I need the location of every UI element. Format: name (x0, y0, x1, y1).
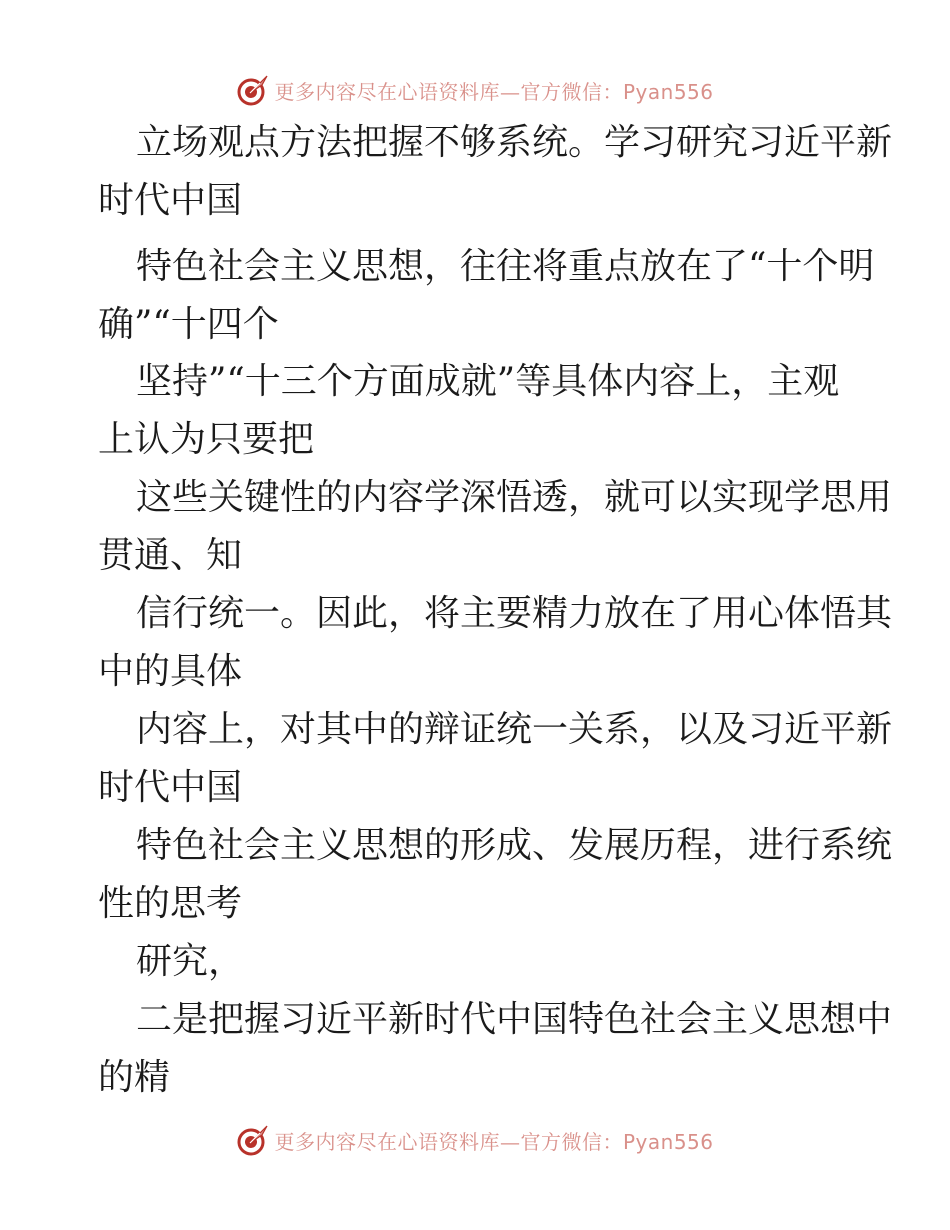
text-line: 贯通、知 (98, 535, 243, 576)
text-line: 的精 (98, 1057, 171, 1098)
text-line: 内容上，对其中的辩证统一关系，以及习近平新 (136, 709, 893, 750)
text-line: 立场观点方法把握不够系统。学习研究习近平新 (136, 122, 893, 163)
banner-wechat-id: Pyan556 (622, 1129, 714, 1154)
text-line: 时代中国 (98, 180, 243, 221)
text-line: 上认为只要把 (98, 419, 315, 460)
header-banner (0, 70, 950, 110)
text-line: 性的思考 (98, 883, 243, 924)
text-line: 确”“十四个 (98, 304, 279, 345)
text-line: 这些关键性的内容学深悟透，就可以实现学思用 (136, 477, 893, 518)
text-line: 特色社会主义思想，往往将重点放在了“十个明 (136, 246, 875, 287)
banner-text: 更多内容尽在心语资料库—官方微信：Pyan556 (274, 1129, 714, 1154)
quill-pen-logo-icon (236, 1123, 270, 1157)
footer-banner (0, 1120, 950, 1160)
text-line: 中的具体 (98, 651, 243, 692)
text-line: 研究， (136, 941, 245, 982)
quill-pen-logo-icon (236, 73, 270, 107)
text-line: 二是把握习近平新时代中国特色社会主义思想中 (136, 999, 893, 1040)
text-line: 时代中国 (98, 767, 243, 808)
text-line: 坚持”“十三个方面成就”等具体内容上，主观 (136, 361, 840, 402)
banner-wechat-id: Pyan556 (622, 79, 714, 104)
banner-text: 更多内容尽在心语资料库—官方微信：Pyan556 (274, 79, 714, 104)
text-line: 特色社会主义思想的形成、发展历程，进行系统 (136, 825, 893, 866)
text-line: 信行统一。因此，将主要精力放在了用心体悟其 (136, 593, 893, 634)
